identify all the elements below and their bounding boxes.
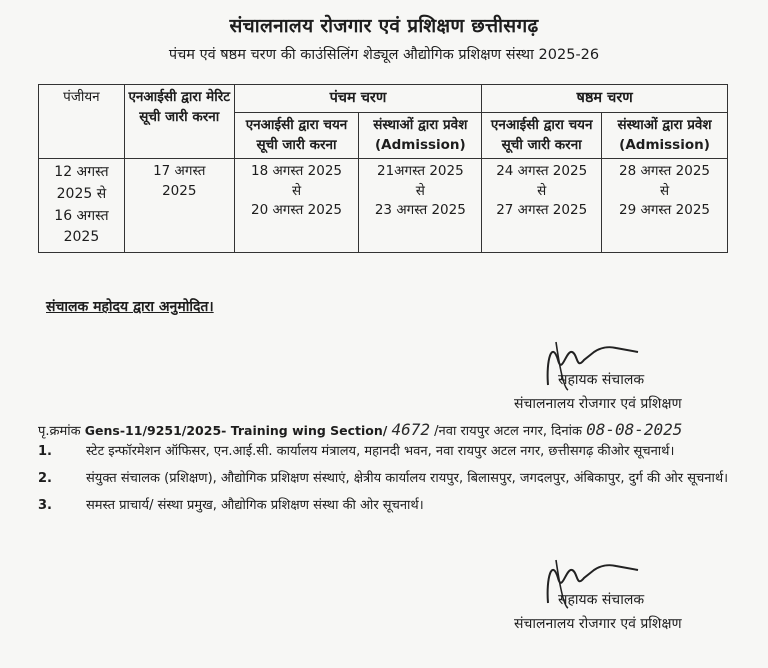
cell-p5-selection: 18 अगस्त 2025 से 20 अगस्त 2025	[234, 159, 359, 253]
signature-2-office: संचालनालय रोजगार एवं प्रशिक्षण	[514, 616, 682, 632]
table-header-row	[39, 85, 728, 113]
list-item: 2. संयुक्त संचालक (प्रशिक्षण), औद्योगिक प्रशिक्षण संस्थाएं, क्षेत्रीय कार्यालय रायपुर, बिलासपुर, जगदलपुर, अंबिकापुर, दुर्ग की ओर सूचनार्थ।	[38, 470, 729, 486]
signature-2-designation: सहायक संचालक	[558, 592, 645, 608]
table-row	[39, 159, 728, 253]
page-subtitle: पंचम एवं षष्ठम चरण की काउंसिलिंग शेड्यूल औद्योगिक प्रशिक्षण संस्था 2025-26	[168, 47, 600, 63]
header-merit-list: एनआईसी द्वारा मेरिट सूची जारी करना	[124, 85, 234, 159]
list-item: 3. समस्त प्राचार्य/ संस्था प्रमुख, औद्योगिक प्रशिक्षण संस्था की ओर सूचनार्थ।	[38, 497, 424, 513]
header-p5-selection: एनआईसी द्वारा चयन सूची जारी करना	[234, 113, 359, 159]
signature-1-office: संचालनालय रोजगार एवं प्रशिक्षण	[514, 396, 682, 412]
list-item: 1. स्टेट इन्फॉरमेशन ऑफिसर, एन.आई.सी. कार्यालय मंत्रालय, महानदी भवन, नवा रायपुर अटल नगर, छत्तीसगढ़ कीओर सूचनार्थ।	[38, 444, 675, 459]
cell-p6-selection: 24 अगस्त 2025 से 27 अगस्त 2025	[482, 159, 602, 253]
reference-number: 4672	[391, 420, 431, 439]
signature-1-designation: सहायक संचालक	[558, 372, 645, 388]
cell-registration: 12 अगस्त 2025 से 16 अगस्त 2025	[39, 159, 125, 253]
header-registration: पंजीयन	[39, 85, 125, 159]
header-p6-admission: संस्थाओं द्वारा प्रवेश (Admission)	[602, 113, 728, 159]
reference-prefix: पृ.क्रमांक	[38, 424, 81, 439]
distribution-list	[38, 442, 738, 522]
cell-merit-list: 17 अगस्त 2025	[124, 159, 234, 253]
counselling-schedule-table	[38, 84, 728, 253]
signature-block-1	[508, 330, 728, 420]
reference-date: 08-08-2025	[586, 420, 683, 439]
header-phase-5: पंचम चरण	[234, 85, 482, 113]
reference-code: Gens-11/9251/2025- Training wing Section/	[84, 423, 388, 438]
reference-line	[38, 420, 682, 439]
cell-p6-admission: 28 अगस्त 2025 से 29 अगस्त 2025	[602, 159, 728, 253]
cell-p5-admission: 21अगस्त 2025 से 23 अगस्त 2025	[359, 159, 482, 253]
reference-place-date: /नवा रायपुर अटल नगर, दिनांक	[434, 424, 582, 439]
page-title: संचालनालय रोजगार एवं प्रशिक्षण छत्तीसगढ़	[229, 15, 539, 37]
header-phase-6: षष्ठम चरण	[482, 85, 728, 113]
header-p5-admission: संस्थाओं द्वारा प्रवेश (Admission)	[359, 113, 482, 159]
approval-note: संचालक महोदय द्वारा अनुमोदित।	[46, 299, 214, 315]
signature-block-2	[508, 548, 728, 638]
header-p6-selection: एनआईसी द्वारा चयन सूची जारी करना	[482, 113, 602, 159]
